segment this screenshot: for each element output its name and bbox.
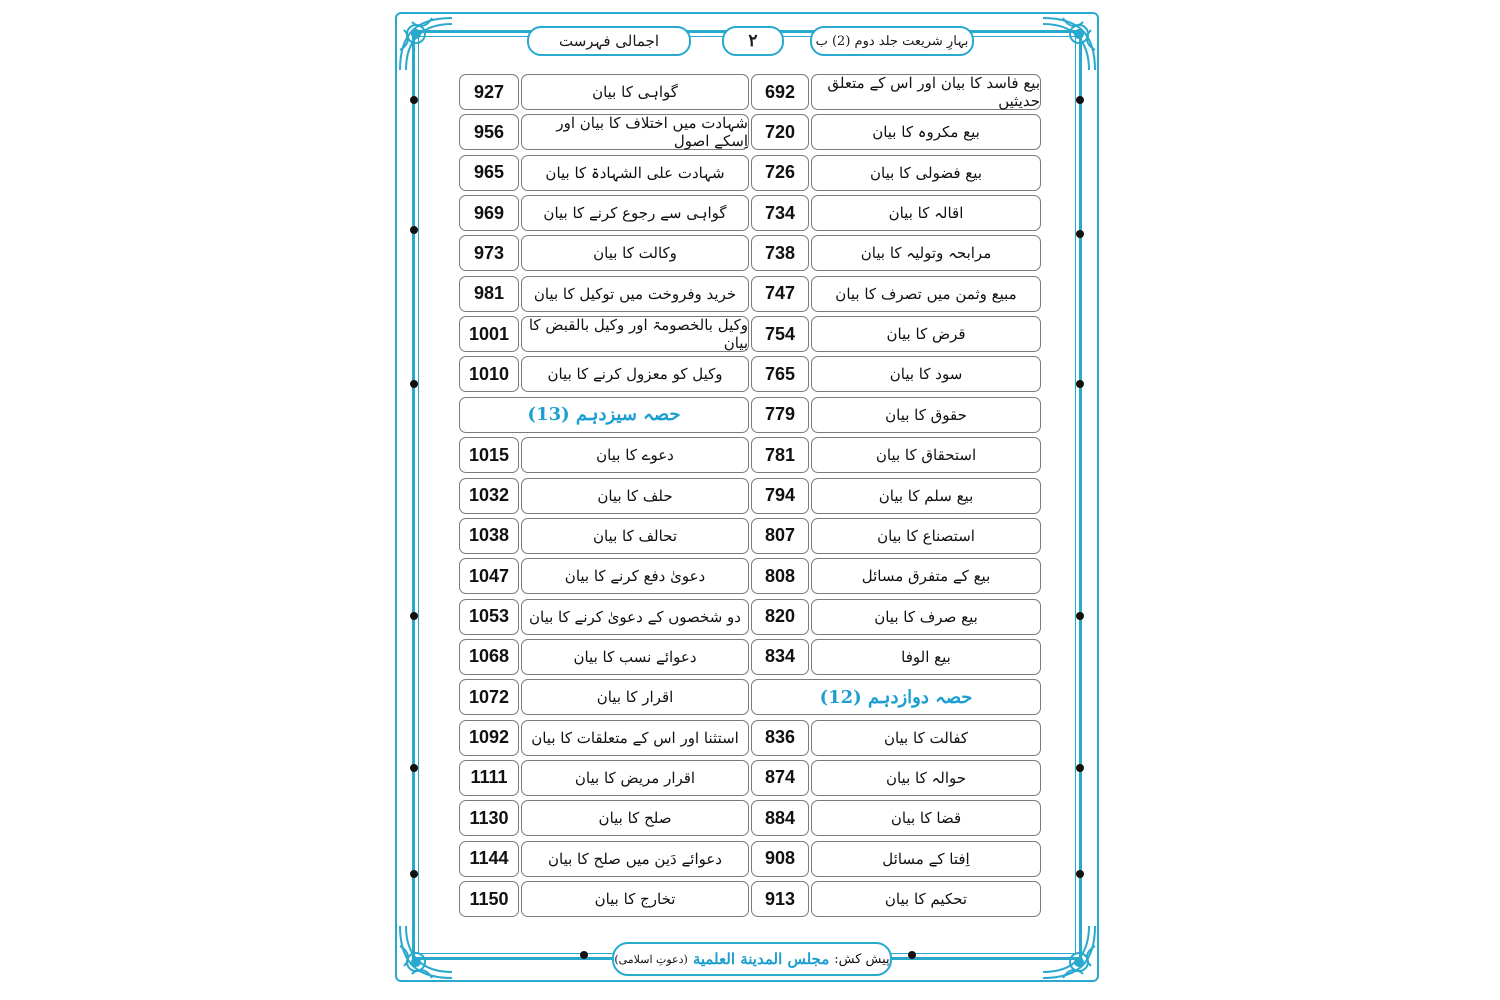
right-toc-page: 836 — [751, 720, 809, 756]
left-toc-title: صلح کا بیان — [521, 800, 749, 836]
left-toc-page: 1072 — [459, 679, 519, 715]
right-toc-page: 720 — [751, 114, 809, 150]
frame-dot — [410, 764, 418, 772]
left-toc-page: 1032 — [459, 478, 519, 514]
header-section-title — [527, 26, 691, 56]
right-toc-title: بیع صرف کا بیان — [811, 599, 1041, 635]
frame-dot — [410, 96, 418, 104]
right-toc-page: 908 — [751, 841, 809, 877]
right-toc-page: 807 — [751, 518, 809, 554]
footer-label: پیش کش: — [834, 951, 890, 967]
right-toc-page: 884 — [751, 800, 809, 836]
right-toc-page: 913 — [751, 881, 809, 917]
frame-dot — [410, 226, 418, 234]
left-toc-page: 981 — [459, 276, 519, 312]
left-toc-page: 1130 — [459, 800, 519, 836]
left-toc-page: 1111 — [459, 760, 519, 796]
frame-dot — [908, 951, 916, 959]
left-toc-title: تخارج کا بیان — [521, 881, 749, 917]
right-toc-page: 734 — [751, 195, 809, 231]
right-toc-title: مرابحہ وتولیہ کا بیان — [811, 235, 1041, 271]
left-toc-title: حلف کا بیان — [521, 478, 749, 514]
corner-ornament — [1039, 14, 1099, 74]
right-toc-title: بیع فاسد کا بیان اور اس کے متعلق حدیثیں — [811, 74, 1041, 110]
left-toc-page: 1015 — [459, 437, 519, 473]
left-toc-title: استثنا اور اس کے متعلقات کا بیان — [521, 720, 749, 756]
right-toc-page: 747 — [751, 276, 809, 312]
right-toc-title: استصناع کا بیان — [811, 518, 1041, 554]
corner-ornament — [396, 14, 456, 74]
right-toc-title: کفالت کا بیان — [811, 720, 1041, 756]
left-toc-page: 1068 — [459, 639, 519, 675]
left-toc-page: 1144 — [459, 841, 519, 877]
frame-dot — [1076, 764, 1084, 772]
right-toc-title: بیع سلم کا بیان — [811, 478, 1041, 514]
right-section-header: حصہ دوازدہم (12) — [751, 679, 1041, 715]
frame-dot — [410, 612, 418, 620]
right-toc-page: 808 — [751, 558, 809, 594]
left-toc-title: تحالف کا بیان — [521, 518, 749, 554]
left-toc-title: شہادت میں اختلاف کا بیان اور اِسکے اصول — [521, 114, 749, 150]
right-toc-title: بیع کے متفرق مسائل — [811, 558, 1041, 594]
right-toc-title: بیع فضولی کا بیان — [811, 155, 1041, 191]
left-toc-page: 927 — [459, 74, 519, 110]
left-toc-title: دعوائے نسب کا بیان — [521, 639, 749, 675]
left-toc-page: 1038 — [459, 518, 519, 554]
frame-dot — [580, 951, 588, 959]
left-toc-title: اقرار کا بیان — [521, 679, 749, 715]
footer-credit — [612, 942, 892, 976]
left-toc-title: گواہی سے رجوع کرنے کا بیان — [521, 195, 749, 231]
right-toc-title: استحقاق کا بیان — [811, 437, 1041, 473]
right-toc-title: قضا کا بیان — [811, 800, 1041, 836]
left-toc-page: 1053 — [459, 599, 519, 635]
right-toc-title: تحکیم کا بیان — [811, 881, 1041, 917]
right-toc-page: 738 — [751, 235, 809, 271]
right-toc-page: 692 — [751, 74, 809, 110]
right-toc-page: 820 — [751, 599, 809, 635]
left-toc-title: وکیل بالخصومۃ اور وکیل بالقبض کا بیان — [521, 316, 749, 352]
left-toc-title: وکالت کا بیان — [521, 235, 749, 271]
right-toc-title: اِفتا کے مسائل — [811, 841, 1041, 877]
left-toc-page: 1092 — [459, 720, 519, 756]
left-toc-title: وکیل کو معزول کرنے کا بیان — [521, 356, 749, 392]
left-toc-page: 1001 — [459, 316, 519, 352]
left-toc-page: 973 — [459, 235, 519, 271]
corner-ornament — [396, 922, 456, 982]
header-section-title-text: اجمالی فہرست — [558, 32, 660, 50]
header-page-number-text: ۲ — [748, 31, 758, 51]
right-toc-title: مبیع وثمن میں تصرف کا بیان — [811, 276, 1041, 312]
left-toc-page: 965 — [459, 155, 519, 191]
right-toc-title: سود کا بیان — [811, 356, 1041, 392]
right-toc-page: 794 — [751, 478, 809, 514]
corner-ornament — [1039, 922, 1099, 982]
left-toc-title: دعویٰ دفع کرنے کا بیان — [521, 558, 749, 594]
right-toc-page: 726 — [751, 155, 809, 191]
frame-dot — [410, 380, 418, 388]
footer-subtitle: (دعوتِ اسلامی) — [614, 952, 688, 966]
left-toc-page: 1150 — [459, 881, 519, 917]
left-toc-title: خرید وفروخت میں توکیل کا بیان — [521, 276, 749, 312]
right-toc-title: اقالہ کا بیان — [811, 195, 1041, 231]
left-toc-title: دو شخصوں کے دعویٰ کرنے کا بیان — [521, 599, 749, 635]
right-toc-page: 765 — [751, 356, 809, 392]
frame-dot — [1076, 612, 1084, 620]
left-section-header: حصہ سیزدہم (13) — [459, 397, 749, 433]
right-toc-title: بیع مکروہ کا بیان — [811, 114, 1041, 150]
right-toc-page: 874 — [751, 760, 809, 796]
right-toc-page: 779 — [751, 397, 809, 433]
right-toc-title: حقوق کا بیان — [811, 397, 1041, 433]
left-toc-page: 956 — [459, 114, 519, 150]
left-toc-title: دعوائے دَین میں صلح کا بیان — [521, 841, 749, 877]
right-toc-page: 754 — [751, 316, 809, 352]
left-toc-page: 1010 — [459, 356, 519, 392]
frame-dot — [410, 870, 418, 878]
right-toc-page: 781 — [751, 437, 809, 473]
frame-dot — [1076, 380, 1084, 388]
header-book-title — [810, 26, 974, 56]
right-toc-title: بیع الوفا — [811, 639, 1041, 675]
right-toc-page: 834 — [751, 639, 809, 675]
left-toc-title: اقرار مریض کا بیان — [521, 760, 749, 796]
header-page-number — [722, 26, 784, 56]
frame-dot — [1076, 870, 1084, 878]
right-toc-title: حوالہ کا بیان — [811, 760, 1041, 796]
left-toc-title: شہادت علی الشہادۃ کا بیان — [521, 155, 749, 191]
left-toc-page: 1047 — [459, 558, 519, 594]
left-toc-title: دعوے کا بیان — [521, 437, 749, 473]
footer-organization: مجلس المدینة العلمیة — [692, 950, 830, 968]
frame-dot — [1076, 230, 1084, 238]
frame-dot — [1076, 96, 1084, 104]
left-toc-title: گواہی کا بیان — [521, 74, 749, 110]
header-book-title-text: بہارِ شریعت جلد دوم (2) ب — [815, 33, 969, 49]
right-toc-title: قرض کا بیان — [811, 316, 1041, 352]
left-toc-page: 969 — [459, 195, 519, 231]
